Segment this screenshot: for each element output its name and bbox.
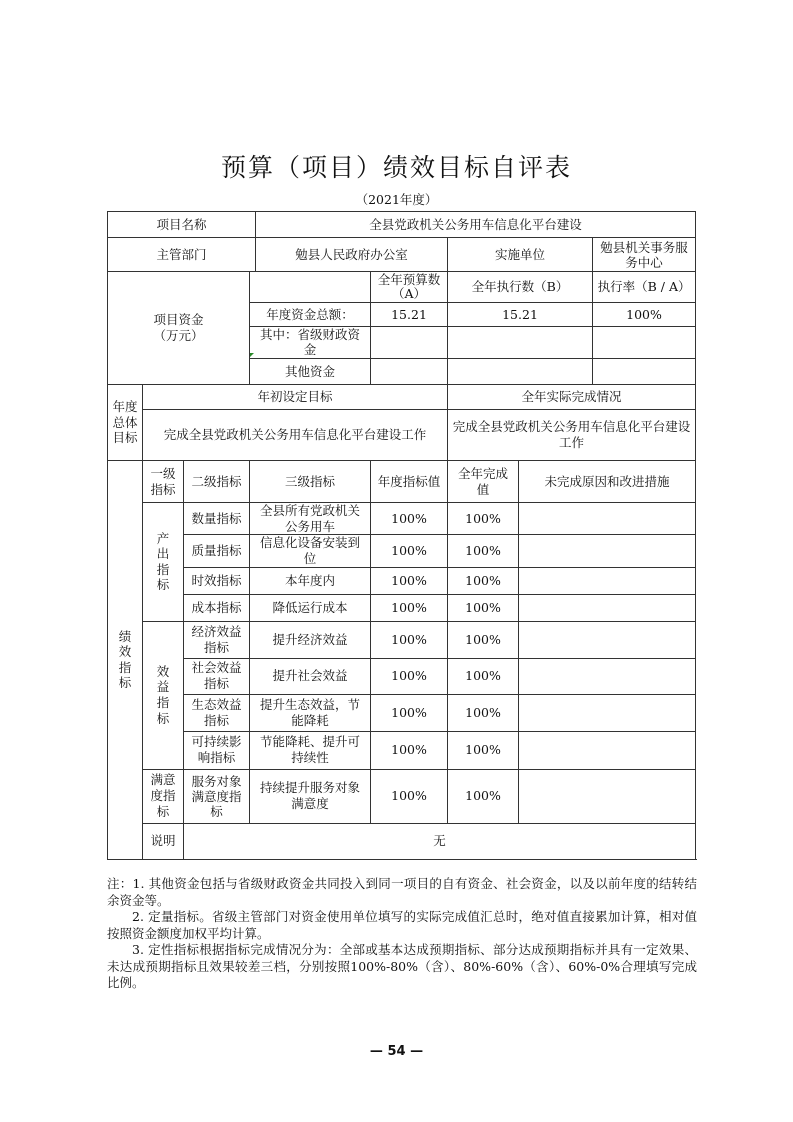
page-title: 预算（项目）绩效目标自评表 bbox=[220, 153, 572, 182]
actual-value-cell: 100% bbox=[448, 621, 519, 658]
department-row bbox=[108, 238, 696, 272]
funds-col-b: 全年执行数（B） bbox=[448, 272, 593, 303]
reason-cell bbox=[519, 535, 696, 567]
annual-goal-label: 年度 总体 目标 bbox=[108, 385, 143, 461]
actual-value-cell: 100% bbox=[448, 535, 519, 567]
notes-block bbox=[107, 876, 697, 992]
impl-value: 勉县机关事务服务中心 bbox=[593, 238, 696, 272]
funds-header-row bbox=[108, 272, 696, 303]
reason-cell bbox=[519, 621, 696, 658]
indicator-row bbox=[108, 658, 696, 694]
funds-provincial-label: 其中：省级财政资金 bbox=[250, 327, 371, 359]
funds-blank bbox=[250, 272, 371, 303]
funds-total-b: 15.21 bbox=[448, 303, 593, 327]
funds-other-rate bbox=[593, 359, 696, 385]
actual-value-cell: 100% bbox=[448, 503, 519, 535]
reason-cell bbox=[519, 769, 696, 823]
performance-indicator-label: 绩 效 指 标 bbox=[108, 461, 143, 860]
header-actual-value: 全年完成值 bbox=[448, 461, 519, 503]
reason-cell bbox=[519, 503, 696, 535]
cell-comment-marker bbox=[250, 353, 254, 357]
funds-total-label: 年度资金总额： bbox=[250, 303, 371, 327]
level3-cell: 提升生态效益，节能降耗 bbox=[250, 694, 371, 731]
reason-cell bbox=[519, 594, 696, 621]
project-name-row bbox=[108, 212, 696, 238]
group-benefit-label: 效 益 指 标 bbox=[143, 621, 184, 769]
note-3: 3. 定性指标根据指标完成情况分为：全部或基本达成预期指标、部分达成预期指标并具有一定效果、未达成预期指标且效果较差三档，分别按照100%-80%（含）、80%-60%（含）、60%-0%合理填写完成比例。 bbox=[107, 942, 697, 990]
level2-cell: 服务对象 满意度指 标 bbox=[184, 769, 250, 823]
level2-cell: 成本指标 bbox=[184, 594, 250, 621]
annual-value-cell: 100% bbox=[371, 503, 448, 535]
funds-provincial-b bbox=[448, 327, 593, 359]
impl-label: 实施单位 bbox=[448, 238, 593, 272]
indicator-row bbox=[108, 503, 696, 535]
indicator-row bbox=[108, 621, 696, 658]
actual-value-cell: 100% bbox=[448, 594, 519, 621]
actual-goal-header: 全年实际完成情况 bbox=[448, 385, 696, 410]
group-output-label: 产 出 指 标 bbox=[143, 503, 184, 622]
annual-value-cell: 100% bbox=[371, 567, 448, 594]
remark-row bbox=[108, 823, 696, 859]
level3-cell: 信息化设备安装到位 bbox=[250, 535, 371, 567]
project-name-value: 全县党政机关公务用车信息化平台建设 bbox=[256, 212, 696, 238]
group-satisfaction-label: 满意 度指 标 bbox=[143, 769, 184, 823]
funds-col-rate: 执行率（B / A） bbox=[593, 272, 696, 303]
funds-total-rate: 100% bbox=[593, 303, 696, 327]
note-1: 注：1. 其他资金包括与省级财政资金共同投入到同一项目的自有资金、社会资金，以及以前年度的结转结余资金等。 bbox=[107, 876, 697, 908]
annual-value-cell: 100% bbox=[371, 535, 448, 567]
indicator-row bbox=[108, 594, 696, 621]
remark-label: 说明 bbox=[143, 823, 184, 859]
plan-goal-header: 年初设定目标 bbox=[143, 385, 448, 410]
funds-label: 项目资金 （万元） bbox=[108, 272, 250, 385]
level2-cell: 生态效益 指标 bbox=[184, 694, 250, 731]
plan-goal-text: 完成全县党政机关公务用车信息化平台建设工作 bbox=[143, 410, 448, 461]
actual-value-cell: 100% bbox=[448, 658, 519, 694]
level2-cell: 质量指标 bbox=[184, 535, 250, 567]
header-level1: 一级 指标 bbox=[143, 461, 184, 503]
actual-value-cell: 100% bbox=[448, 567, 519, 594]
reason-cell bbox=[519, 731, 696, 769]
dept-label: 主管部门 bbox=[108, 238, 256, 272]
header-annual-value: 年度指标值 bbox=[371, 461, 448, 503]
indicator-row bbox=[108, 769, 696, 823]
self-evaluation-table bbox=[107, 211, 696, 860]
actual-value-cell: 100% bbox=[448, 769, 519, 823]
page-number: — 54 — bbox=[369, 1044, 424, 1059]
actual-goal-text: 完成全县党政机关公务用车信息化平台建设工作 bbox=[448, 410, 696, 461]
dept-value: 勉县人民政府办公室 bbox=[256, 238, 448, 272]
indicator-row bbox=[108, 535, 696, 567]
actual-value-cell: 100% bbox=[448, 731, 519, 769]
level3-cell: 本年度内 bbox=[250, 567, 371, 594]
level2-cell: 数量指标 bbox=[184, 503, 250, 535]
year-subtitle: （2021年度） bbox=[355, 192, 438, 207]
indicator-header-row bbox=[108, 461, 696, 503]
level3-cell: 全县所有党政机关公务用车 bbox=[250, 503, 371, 535]
reason-cell bbox=[519, 694, 696, 731]
actual-value-cell: 100% bbox=[448, 694, 519, 731]
funds-total-a: 15.21 bbox=[371, 303, 448, 327]
annual-value-cell: 100% bbox=[371, 769, 448, 823]
header-level2: 二级指标 bbox=[184, 461, 250, 503]
level3-cell: 提升经济效益 bbox=[250, 621, 371, 658]
indicator-row bbox=[108, 694, 696, 731]
annual-value-cell: 100% bbox=[371, 621, 448, 658]
level2-cell: 时效指标 bbox=[184, 567, 250, 594]
indicator-row bbox=[108, 567, 696, 594]
funds-provincial-a bbox=[371, 327, 448, 359]
annual-value-cell: 100% bbox=[371, 658, 448, 694]
level3-cell: 节能降耗、提升可持续性 bbox=[250, 731, 371, 769]
level2-cell: 经济效益 指标 bbox=[184, 621, 250, 658]
annual-value-cell: 100% bbox=[371, 694, 448, 731]
note-2: 2. 定量指标。省级主管部门对资金使用单位填写的实际完成值汇总时，绝对值直接累加计算，相对值按照资金额度加权平均计算。 bbox=[107, 909, 697, 941]
header-reason: 未完成原因和改进措施 bbox=[519, 461, 696, 503]
reason-cell bbox=[519, 658, 696, 694]
level2-cell: 社会效益 指标 bbox=[184, 658, 250, 694]
level3-cell: 持续提升服务对象满意度 bbox=[250, 769, 371, 823]
header-level3: 三级指标 bbox=[250, 461, 371, 503]
funds-other-b bbox=[448, 359, 593, 385]
level3-cell: 降低运行成本 bbox=[250, 594, 371, 621]
annual-value-cell: 100% bbox=[371, 594, 448, 621]
indicator-row bbox=[108, 731, 696, 769]
annual-goal-content-row bbox=[108, 410, 696, 461]
annual-goal-header-row bbox=[108, 385, 696, 410]
annual-value-cell: 100% bbox=[371, 731, 448, 769]
remark-value: 无 bbox=[184, 823, 696, 859]
reason-cell bbox=[519, 567, 696, 594]
level3-cell: 提升社会效益 bbox=[250, 658, 371, 694]
level2-cell: 可持续影 响指标 bbox=[184, 731, 250, 769]
funds-other-label: 其他资金 bbox=[250, 359, 371, 385]
funds-provincial-rate bbox=[593, 327, 696, 359]
funds-other-a bbox=[371, 359, 448, 385]
funds-col-a: 全年预算数（A） bbox=[371, 272, 448, 303]
project-name-label: 项目名称 bbox=[108, 212, 256, 238]
